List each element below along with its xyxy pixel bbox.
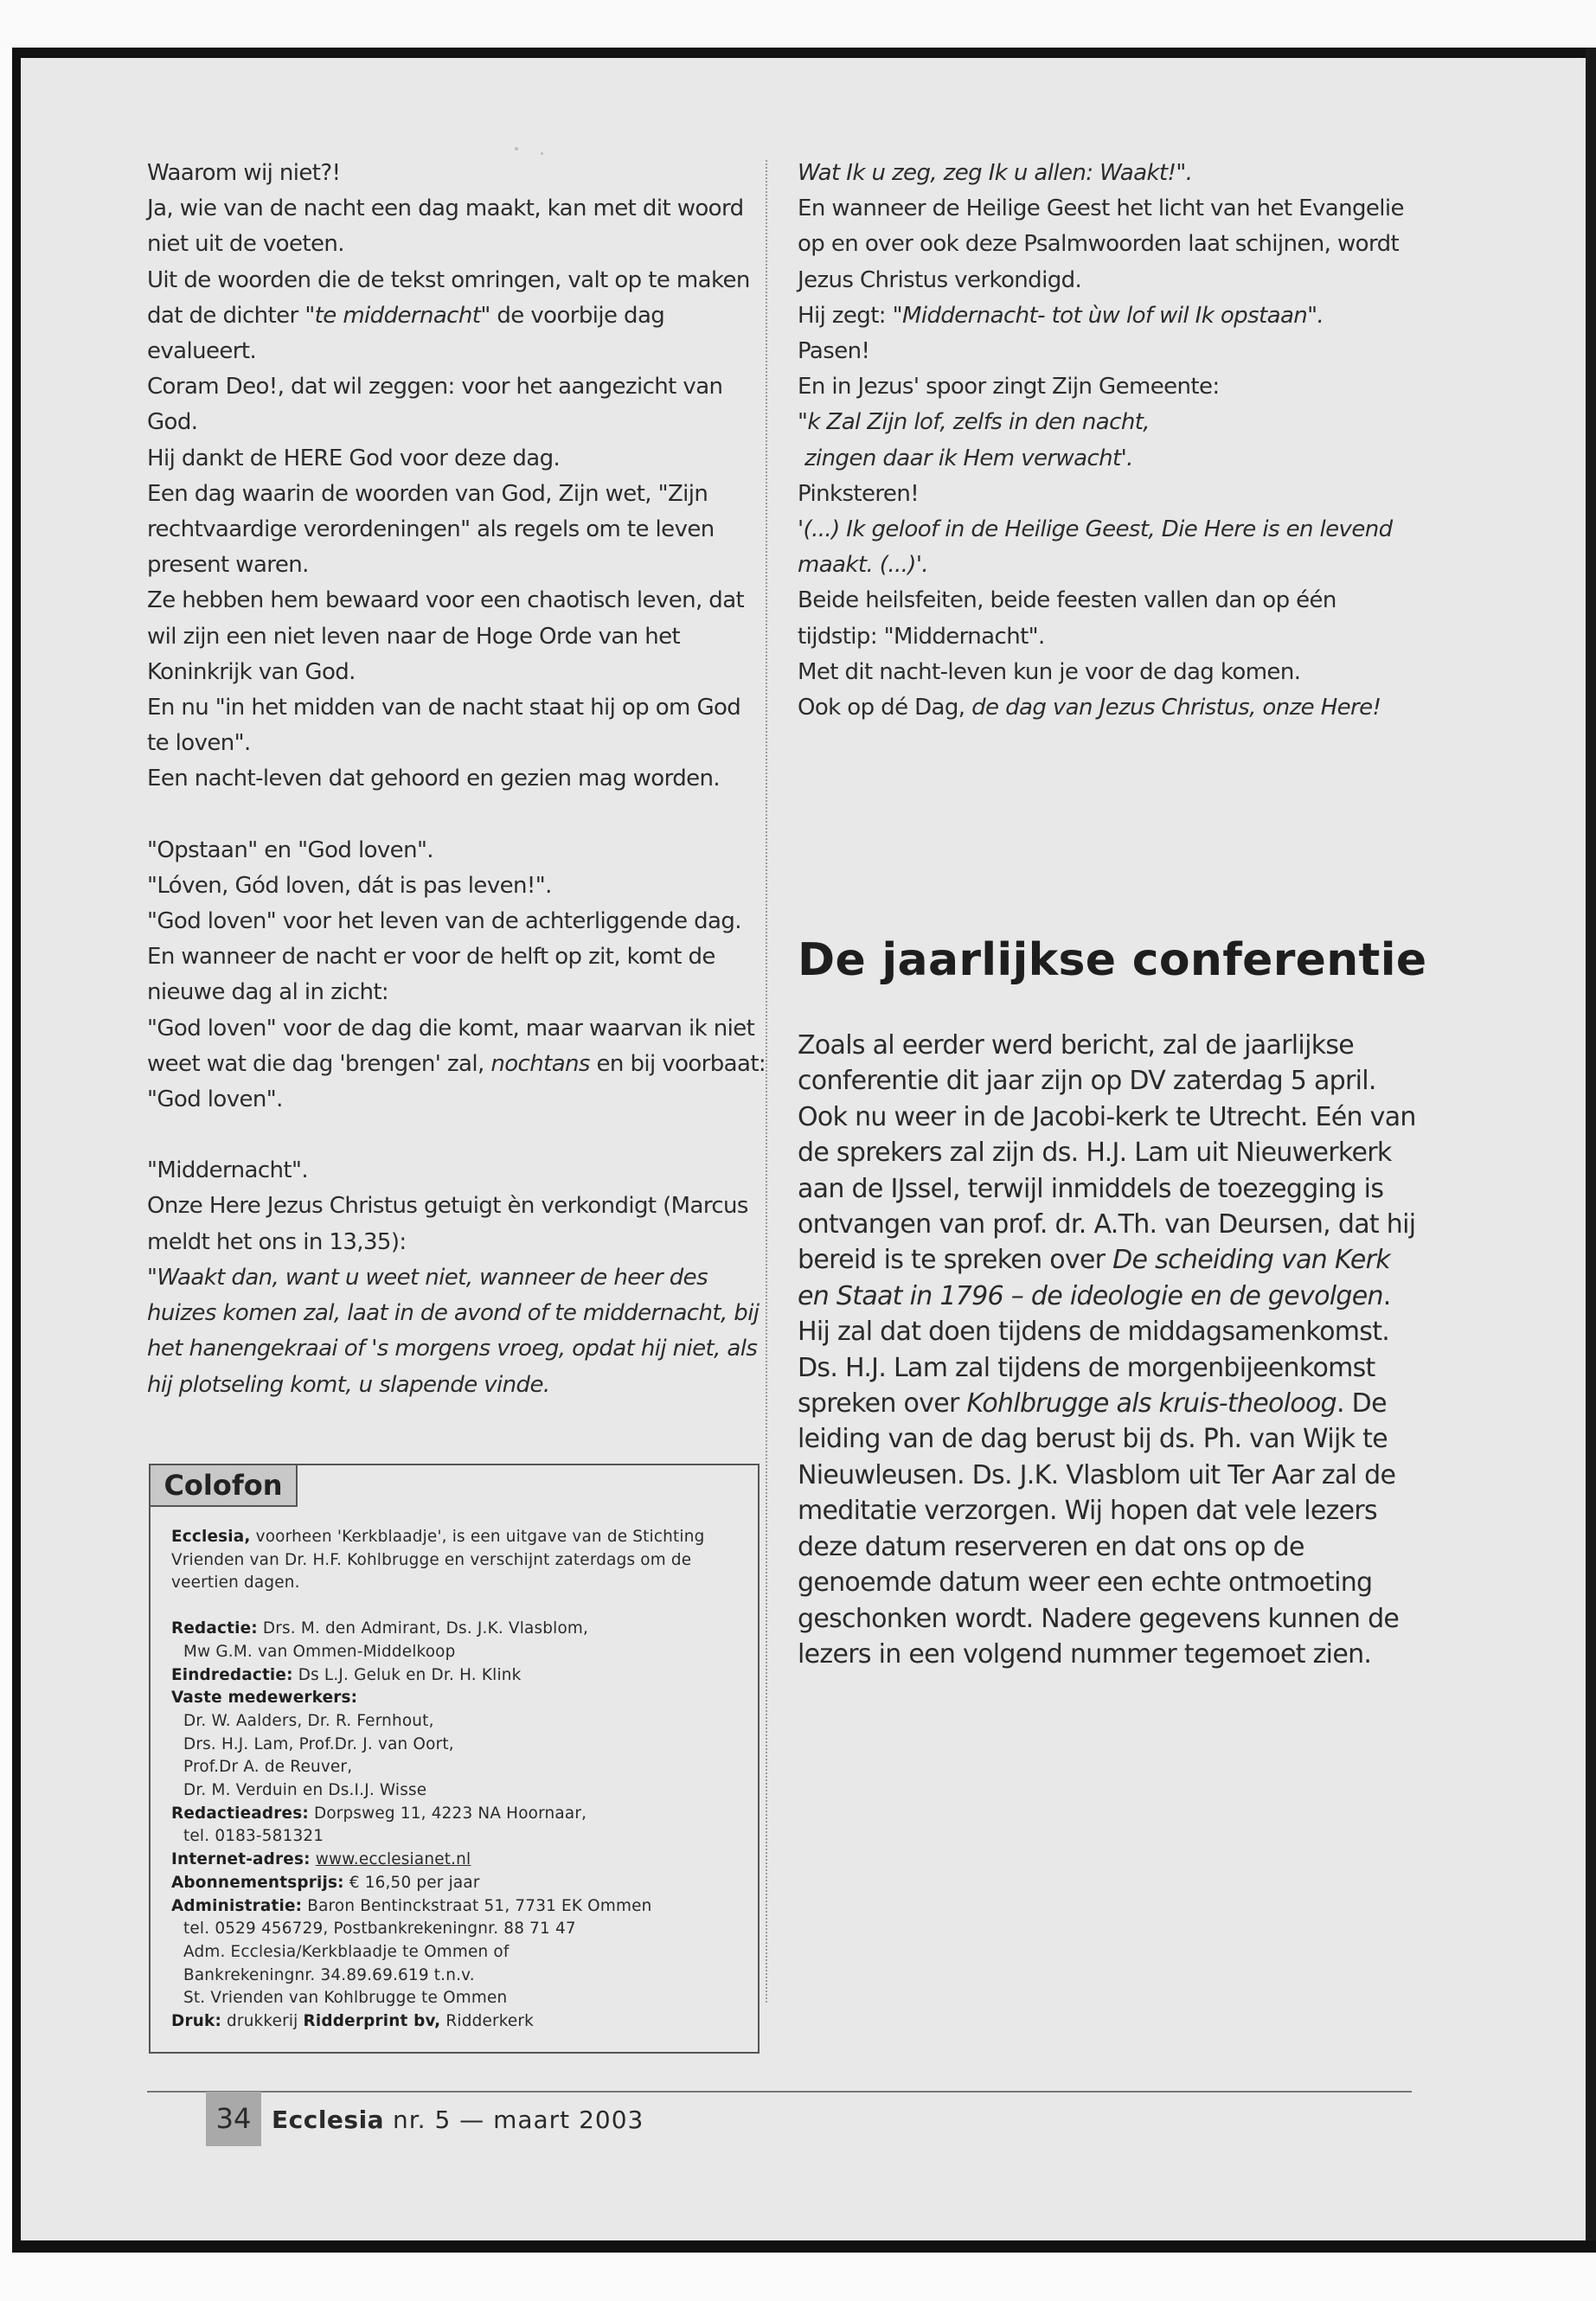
lecture-title: De scheiding van Kerk en Staat in 1796 – de ideologie en de gevolgen [798, 1245, 1390, 1311]
text-span: voorheen 'Kerkblaadje', is een uitgave van de Stichting Vrienden van Dr. H.F. Kohlbrugge en verschijnt zaterdags om de veertien dagen. [171, 1528, 705, 1593]
colofon-line: St. Vrienden van Kohlbrugge te Ommen [183, 1989, 508, 2008]
paragraph: En wanneer de nacht er voor de helft op zit, komt de nieuwe dag al in zicht: [147, 944, 715, 1006]
colofon-intro [171, 1526, 742, 1595]
lecture-title: Kohlbrugge als kruis-theoloog [966, 1388, 1336, 1420]
paragraph: En wanneer de Heilige Geest het licht van het Evangelie op en over ook deze Psalmwoorden laat schijnen, wordt Jezus Christus verkondigd. [798, 195, 1404, 293]
paragraph: Onze Here Jezus Christus getuigt èn verkondigt (Marcus meldt het ons in 13,35): [147, 1193, 748, 1255]
text-span: Baron Bentinckstraat 51, 7731 EK Ommen [302, 1896, 652, 1915]
label: Abonnementsprijs: [171, 1873, 344, 1892]
paragraph: Ja, wie van de nacht een dag maakt, kan met dit woord niet uit de voeten. [147, 195, 744, 258]
issue-info: nr. 5 — maart 2003 [384, 2106, 644, 2134]
label: Eindredactie: [171, 1665, 293, 1684]
article-heading: De jaarlijkse conferentie [798, 933, 1427, 986]
colofon-line: tel. 0529 456729, Postbankrekeningnr. 88 71 47 [183, 1920, 576, 1939]
printer-name: Ridderprint bv, [303, 2012, 441, 2031]
label: Vaste medewerkers: [171, 1689, 358, 1708]
colofon-box [149, 1464, 760, 2054]
spacer [147, 798, 766, 833]
colofon-line [171, 1687, 742, 1710]
colofon-line: Drs. H.J. Lam, Prof.Dr. J. van Oort, [183, 1734, 454, 1753]
scan-border-right [1586, 48, 1596, 2253]
scan-speck [541, 152, 543, 155]
italic-quote: "te middernacht" [304, 302, 490, 329]
spacer [171, 1595, 742, 1618]
paragraph: Waarom wij niet?! [147, 160, 341, 186]
scan-speck [515, 147, 518, 151]
colofon-line: Mw G.M. van Ommen-Middelkoop [183, 1642, 456, 1661]
paragraph [798, 690, 1412, 726]
text-span: Ook op dé Dag, [798, 695, 972, 721]
paragraph: En nu "in het midden van de nacht staat hij op om God te loven". [147, 695, 741, 757]
text-span: de voorbije dag evalueert. [147, 302, 665, 365]
website-link[interactable]: www.ecclesianet.nl [315, 1850, 471, 1869]
text-span: Drs. M. den Admirant, Ds. J.K. Vlasblom, [257, 1619, 589, 1638]
colofon-line: Dr. W. Aalders, Dr. R. Fernhout, [183, 1711, 434, 1730]
colofon-line [171, 1895, 742, 1919]
paragraph: En in Jezus' spoor zingt Zijn Gemeente: [798, 374, 1220, 401]
left-column [147, 156, 766, 1403]
text-span: € 16,50 per jaar [343, 1873, 480, 1892]
text-span: Ridderkerk [440, 2012, 535, 2031]
footer-title [272, 2106, 644, 2134]
label: Druk: [171, 2012, 222, 2031]
paragraph: Pinksteren! [798, 480, 920, 507]
paragraph: Ze hebben hem bewaard voor een chaotisch leven, dat wil zijn een niet leven naar de Hoge Orde van het Koninkrijk van God. [147, 587, 745, 685]
hymn-line: "k Zal Zijn lof, zelfs in den nacht, [798, 409, 1150, 436]
italic-quote: "Middernacht- tot ùw lof wil Ik opstaan". [892, 302, 1324, 329]
scan-background [0, 0, 1596, 48]
paragraph [147, 263, 766, 370]
colofon-line: Prof.Dr A. de Reuver, [183, 1758, 353, 1777]
text-span: en bij voorbaat: "God loven". [147, 1050, 766, 1113]
colofon-line: Dr. M. Verduin en Ds.I.J. Wisse [183, 1781, 427, 1800]
colofon-line [171, 1664, 742, 1688]
paragraph: "Lóven, Gód loven, dát is pas leven!". [147, 872, 552, 899]
label: Administratie: [171, 1896, 303, 1915]
paragraph: "Middernacht". [147, 1157, 309, 1184]
magazine-name: Ecclesia [272, 2106, 385, 2134]
footer-rule [147, 2091, 1412, 2093]
creed-quote: '(...) Ik geloof in de Heilige Geest, Die Here is en levend maakt. (...)'. [798, 516, 1393, 579]
scripture-quote: "Waakt dan, want u weet niet, wanneer de heer des huizes komen zal, laat in de avond of te middernacht, bij het hanengekraai of 's morgens vroeg, opdat hij niet, als hij plotseling komt, u slapende vinde. [147, 1264, 760, 1398]
colofon-line: Adm. Ecclesia/Kerkblaadje te Ommen of [183, 1942, 510, 1961]
colofon-line [171, 1803, 742, 1826]
paragraph [147, 1011, 766, 1118]
colofon-line [171, 1618, 742, 1641]
label: Internet-adres: [171, 1850, 311, 1869]
paragraph: Pasen! [798, 338, 870, 365]
text-span: Zoals al eerder werd bericht, zal de jaarlijkse conferentie dit jaar zijn op DV zaterdag 5 april. Ook nu weer in de Jacobi-kerk te Utrecht. Eén van de sprekers zal zijn ds. H.J. Lam uit Nieuwerkerk aan de IJssel, terwijl inmiddels de toezegging is ontvangen van prof. dr. A.Th. van Deursen, dat hij bereid is te spreken over [798, 1030, 1416, 1276]
colofon-line: Bankrekeningnr. 34.89.69.619 t.n.v. [183, 1965, 475, 1984]
scripture-quote: Wat Ik u zeg, zeg Ik u allen: Waakt!". [798, 160, 1193, 186]
paragraph: Een nacht-leven dat gehoord en gezien mag worden. [147, 766, 721, 792]
paragraph: Coram Deo!, dat wil zeggen: voor het aangezicht van God. [147, 374, 723, 436]
colofon-line [171, 1849, 742, 1872]
paragraph: Met dit nacht-leven kun je voor de dag komen. [798, 658, 1301, 685]
label: Redactie: [171, 1619, 258, 1638]
colofon-title: Colofon [151, 1465, 298, 1507]
scan-border-left [12, 48, 21, 2249]
text-span: Ds L.J. Geluk en Dr. H. Klink [292, 1665, 522, 1684]
text-span: . Hij zal dat doen tijdens de middagsamenkomst. Ds. H.J. Lam zal tijdens de morgenbijeenkomst spreken over [798, 1280, 1391, 1420]
paragraph: Een dag waarin de woorden van God, Zijn wet, "Zijn rechtvaardige verordeningen" als regels om te leven present waren. [147, 480, 715, 579]
spacer [147, 1118, 766, 1153]
colofon-line [171, 1872, 742, 1895]
label: Ecclesia, [171, 1528, 251, 1546]
italic-word: nochtans [490, 1050, 590, 1077]
article-body [798, 1028, 1420, 1672]
text-span: Hij zegt: [798, 302, 893, 329]
right-column [798, 156, 1412, 726]
paragraph: Beide heilsfeiten, beide feesten vallen dan op één tijdstip: "Middernacht". [798, 587, 1336, 650]
column-divider [766, 160, 767, 2003]
text-span: drukkerij [221, 2012, 304, 2031]
paragraph [798, 298, 1412, 334]
label: Redactieadres: [171, 1804, 309, 1823]
text-span: Dorpsweg 11, 4223 NA Hoornaar, [308, 1804, 587, 1823]
paragraph: "God loven" voor het leven van de achterliggende dag. [147, 908, 741, 935]
text-span: "God loven" voor de dag die komt, maar waarvan ik niet weet wat die dag 'brengen' zal, [147, 1015, 755, 1077]
paragraph: "Opstaan" en "God loven". [147, 836, 433, 863]
paragraph: Hij dankt de HERE God voor deze dag. [147, 445, 561, 471]
colofon-body [171, 1526, 742, 2034]
scan-border-top [12, 48, 1596, 58]
page-number: 34 [206, 2092, 261, 2146]
italic-phrase: de dag van Jezus Christus, onze Here! [971, 695, 1381, 721]
text-span: Uit de woorden die de tekst omringen, valt op te maken dat de dichter [147, 266, 750, 329]
hymn-line: zingen daar ik Hem verwacht'. [804, 445, 1133, 471]
text-span: . De leiding van de dag berust bij ds. Ph. van Wijk te Nieuwleusen. Ds. J.K. Vlasblom uit Ter Aar zal de meditatie verzorgen. Wij hopen dat vele lezers deze datum reserveren en dat ons op de genoemde datum weer een echte ontmoeting geschonken wordt. Nadere gegevens kunnen de lezers in een volgend nummer tegemoet zien. [798, 1388, 1400, 1670]
colofon-line [171, 2010, 742, 2034]
scan-border-bottom [12, 2240, 1596, 2253]
colofon-line: tel. 0183-581321 [183, 1827, 324, 1846]
